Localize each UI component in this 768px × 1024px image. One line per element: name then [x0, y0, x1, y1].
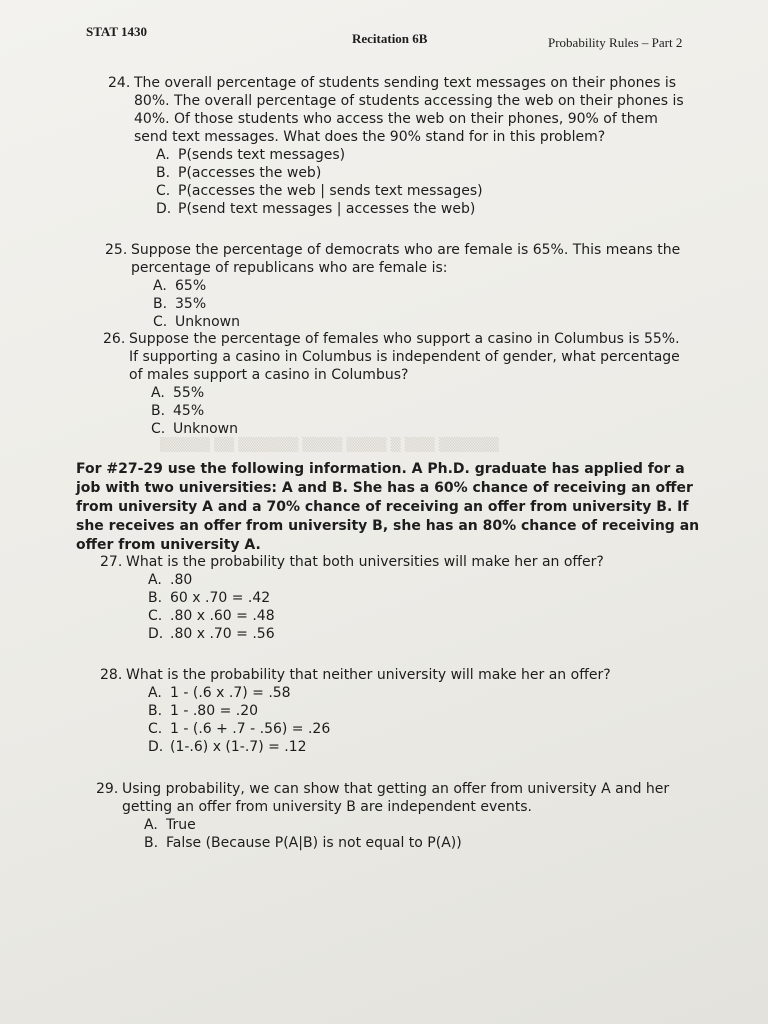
option-c: C. Unknown	[151, 421, 238, 437]
question-stem: Suppose the percentage of democrats who are female is 65%. This means the percentage of republicans who are female is:	[131, 242, 681, 276]
option-d: D. .80 x .70 = .56	[148, 626, 275, 642]
shared-info-block: For #27-29 use the following information. A Ph.D. graduate has applied for a job with two universities: A and B. She has a 60% chance of receiving an offer from university A and a 70% chance of receiving an offer from university B. If she receives an offer from university B, she has an 80% chance of receiving an offer from university A.	[76, 461, 700, 553]
question-29	[96, 780, 706, 852]
option-a: A. 65%	[153, 278, 207, 294]
question-28	[100, 666, 690, 756]
option-list	[153, 277, 685, 331]
option-c: C. Unknown	[153, 314, 240, 330]
question-25	[105, 241, 685, 331]
option-b: B. 1 - .80 = .20	[148, 703, 259, 719]
question-stem: What is the probability that neither university will make her an offer?	[126, 667, 611, 683]
option-list	[144, 816, 706, 852]
option-list	[148, 684, 690, 756]
question-stem: The overall percentage of students sending text messages on their phones is 80%. The overall percentage of students accessing the web on their phones is 40%. Of those students who access the web on their phones, 90% of them send text messages. What does the 90% stand for in this problem?	[134, 75, 684, 145]
option-b: B. 35%	[153, 296, 207, 312]
option-b: B. P(accesses the web)	[156, 165, 322, 181]
page-header	[0, 0, 768, 60]
option-c: C. .80 x .60 = .48	[148, 608, 275, 624]
option-a: A. True	[144, 817, 196, 833]
option-a: A. 55%	[151, 385, 205, 401]
option-c: C. P(accesses the web | sends text messages)	[156, 183, 483, 199]
option-list	[156, 146, 688, 218]
question-number: 25.	[105, 242, 128, 258]
option-a: A. P(sends text messages)	[156, 147, 346, 163]
option-a: A. .80	[148, 572, 193, 588]
recitation-title: Recitation 6B	[352, 31, 428, 46]
option-c: C. 1 - (.6 + .7 - .56) = .26	[148, 721, 331, 737]
question-24	[108, 74, 688, 218]
option-list	[151, 384, 693, 438]
question-number: 26.	[103, 331, 126, 347]
option-d: D. (1-.6) x (1-.7) = .12	[148, 739, 307, 755]
bleed-through-text: ▒▒▒▒▒ ▒▒ ▒▒▒▒▒▒ ▒▒▒▒ ▒▒▒▒ ▒ ▒▒▒ ▒▒▒▒▒▒	[160, 438, 499, 453]
question-27	[100, 553, 690, 643]
question-stem: Suppose the percentage of females who support a casino in Columbus is 55%. If supporting a casino in Columbus is independent of gender, what percentage of males support a casino in Columbus?	[129, 331, 680, 383]
option-a: A. 1 - (.6 x .7) = .58	[148, 685, 291, 701]
option-list	[148, 571, 690, 643]
question-26	[103, 330, 693, 438]
question-number: 27.	[100, 554, 123, 570]
question-number: 28.	[100, 667, 123, 683]
option-b: B. False (Because P(A|B) is not equal to P(A))	[144, 835, 462, 851]
option-b: B. 45%	[151, 403, 205, 419]
topic-title: Probability Rules – Part 2	[548, 35, 683, 50]
question-number: 24.	[108, 75, 131, 91]
question-stem: What is the probability that both universities will make her an offer?	[126, 554, 604, 570]
option-d: D. P(send text messages | accesses the web)	[156, 201, 476, 217]
question-stem: Using probability, we can show that getting an offer from university A and her getting an offer from university B are independent events.	[122, 781, 670, 815]
question-number: 29.	[96, 781, 119, 797]
course-code: STAT 1430	[86, 24, 148, 39]
option-b: B. 60 x .70 = .42	[148, 590, 271, 606]
